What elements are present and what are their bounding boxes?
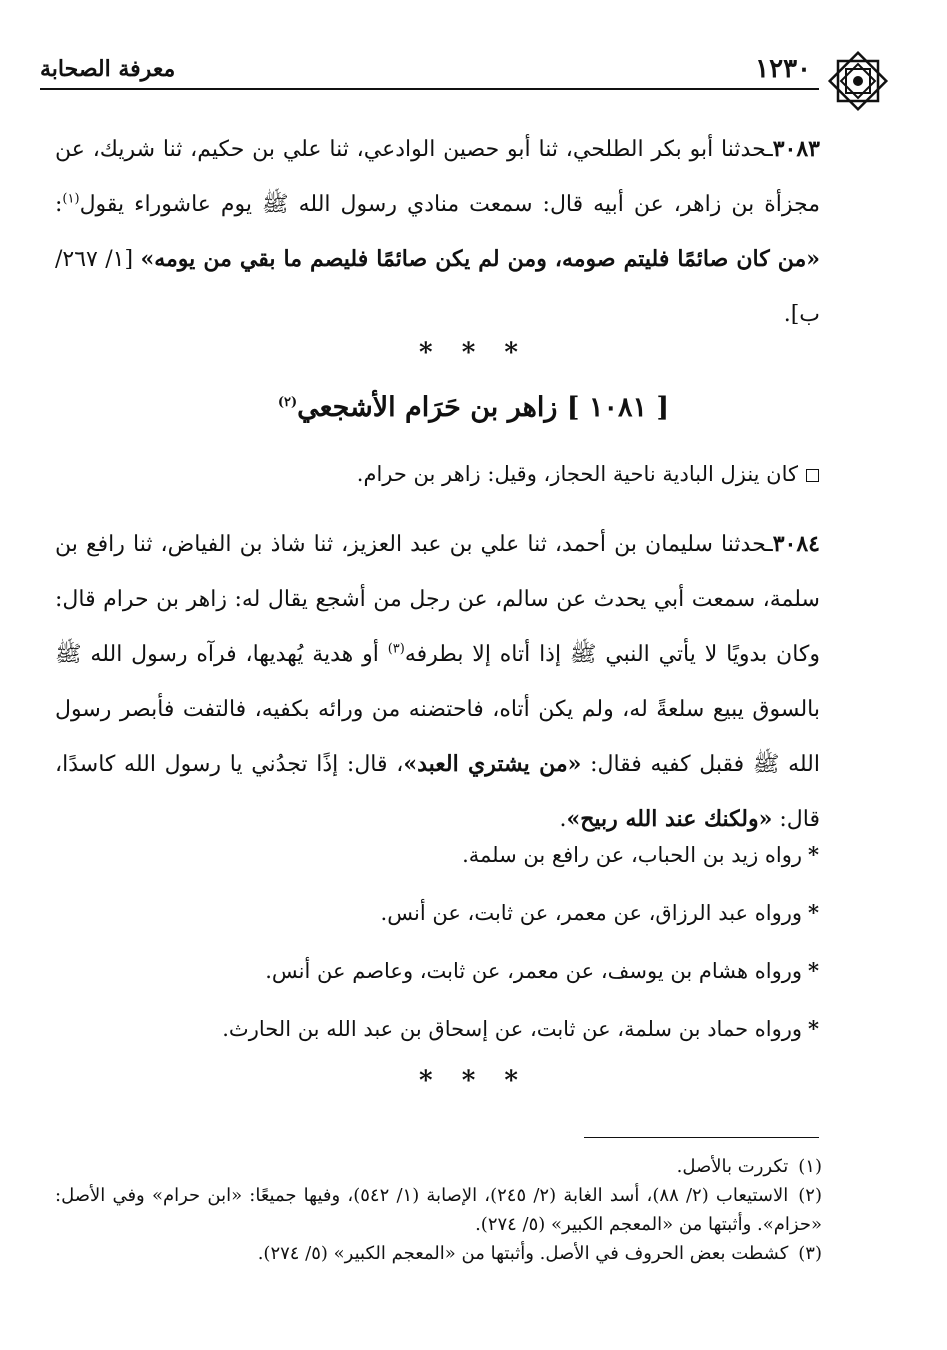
- transmission-notes: [55, 826, 819, 1058]
- square-bullet-icon: [806, 469, 819, 482]
- page-header: [40, 42, 877, 112]
- hadith-number: ٣٠٨٣: [772, 136, 820, 162]
- footnote-ref: (١): [62, 191, 80, 207]
- footnote-ref: (٣): [387, 641, 405, 657]
- hadith-3083: [55, 122, 820, 342]
- footnote-rule: [584, 1137, 819, 1138]
- header-rule: [40, 88, 819, 90]
- footnote-number: (٣): [798, 1243, 822, 1264]
- footnote-item: [55, 1239, 822, 1268]
- section-separator: * * *: [419, 1066, 528, 1096]
- dash: ـ: [766, 532, 773, 557]
- hadith-text: :: [55, 192, 63, 217]
- hadith-3084: [55, 517, 820, 847]
- footnote-number: (٢): [798, 1185, 822, 1206]
- transmission-line: *ورواه حماد بن سلمة، عن ثابت، عن إسحاق بن عبد الله بن الحارث.: [222, 1016, 819, 1041]
- prophetic-quote: «ولكنك عند الله ربيح»: [566, 806, 773, 832]
- prophetic-quote: «من يشتري العبد»: [403, 751, 582, 777]
- footnote-text: كشطت بعض الحروف في الأصل. وأثبتها من «المعجم الكبير» (٥/ ٢٧٤).: [257, 1243, 789, 1264]
- page-number: ١٢٣٠: [755, 54, 811, 84]
- biography-title-text: [ ١٠٨١ ] زاهر بن حَرَام الأشجعي: [297, 392, 670, 423]
- hadith-text: .: [559, 807, 567, 832]
- footnote-text: تكررت بالأصل.: [676, 1156, 789, 1177]
- footnote-ref: (٢): [277, 395, 298, 410]
- dash: ـ: [766, 137, 773, 162]
- biography-title: [0, 392, 947, 423]
- footnote-item: [55, 1181, 822, 1239]
- running-title: معرفة الصحابة: [40, 56, 176, 82]
- hadith-number: ٣٠٨٤: [772, 531, 820, 557]
- footnote-text: الاستيعاب (٢/ ٨٨)، أسد الغابة (٢/ ٢٤٥)، الإصابة (١/ ٥٤٢)، وفيها جميعًا: «ابن حرام» وفي الأصل: «حزام». وأثبتها من «المعجم الكبير» (٥/ ٢٧٤).: [55, 1185, 822, 1235]
- transmission-line: *رواه زيد بن الحباب، عن رافع بن سلمة.: [462, 842, 819, 867]
- manuscript-ref: [١/ ٢٦٧/ ب].: [55, 247, 820, 327]
- footnote-item: [55, 1152, 822, 1181]
- footnotes: [55, 1152, 822, 1268]
- octagram-ornament-icon: [827, 50, 889, 112]
- hadith-text: أو هدية يُهديها، فرآه رسول الله ﷺ بالسوق يبيع سلعةً له، ولم يكن أتاه، فاحتضنه من ورائه بكفيه، فالتفت فأبصر رسول الله ﷺ فقبل كفيه فقال:: [55, 642, 820, 777]
- transmission-line: *ورواه عبد الرزاق، عن معمر، عن ثابت، عن أنس.: [380, 900, 819, 925]
- biography-note: [357, 462, 819, 486]
- footnote-number: (١): [798, 1156, 822, 1177]
- hadith-text: ، قال: إذًا تجدُني يا رسول الله كاسدًا، قال:: [55, 752, 820, 832]
- biography-note-text: كان ينزل البادية ناحية الحجاز، وقيل: زاهر بن حرام.: [356, 462, 798, 486]
- section-separator: * * *: [419, 338, 528, 368]
- prophetic-quote: «من كان صائمًا فليتم صومه، ومن لم يكن صائمًا فليصم ما بقي من يومه»: [140, 246, 821, 272]
- hadith-text: حدثنا سليمان بن أحمد، ثنا علي بن عبد العزيز، ثنا شاذ بن الفياض، ثنا رافع بن سلمة، سمعت أبي يحدث عن سالم، عن رجل من أشجع يقال له: زاهر بن حرام قال: وكان بدويًا لا يأتي النبي ﷺ إذا أتاه إلا بطرفه: [55, 532, 820, 667]
- transmission-line: *ورواه هشام بن يوسف، عن معمر، عن ثابت، وعاصم عن أنس.: [265, 958, 819, 983]
- hadith-text: حدثنا أبو بكر الطلحي، ثنا أبو حصين الوادعي، ثنا علي بن حكيم، ثنا شريك، عن مجزأة بن زاهر، عن أبيه قال: سمعت منادي رسول الله ﷺ يوم عاشوراء يقول: [55, 137, 820, 217]
